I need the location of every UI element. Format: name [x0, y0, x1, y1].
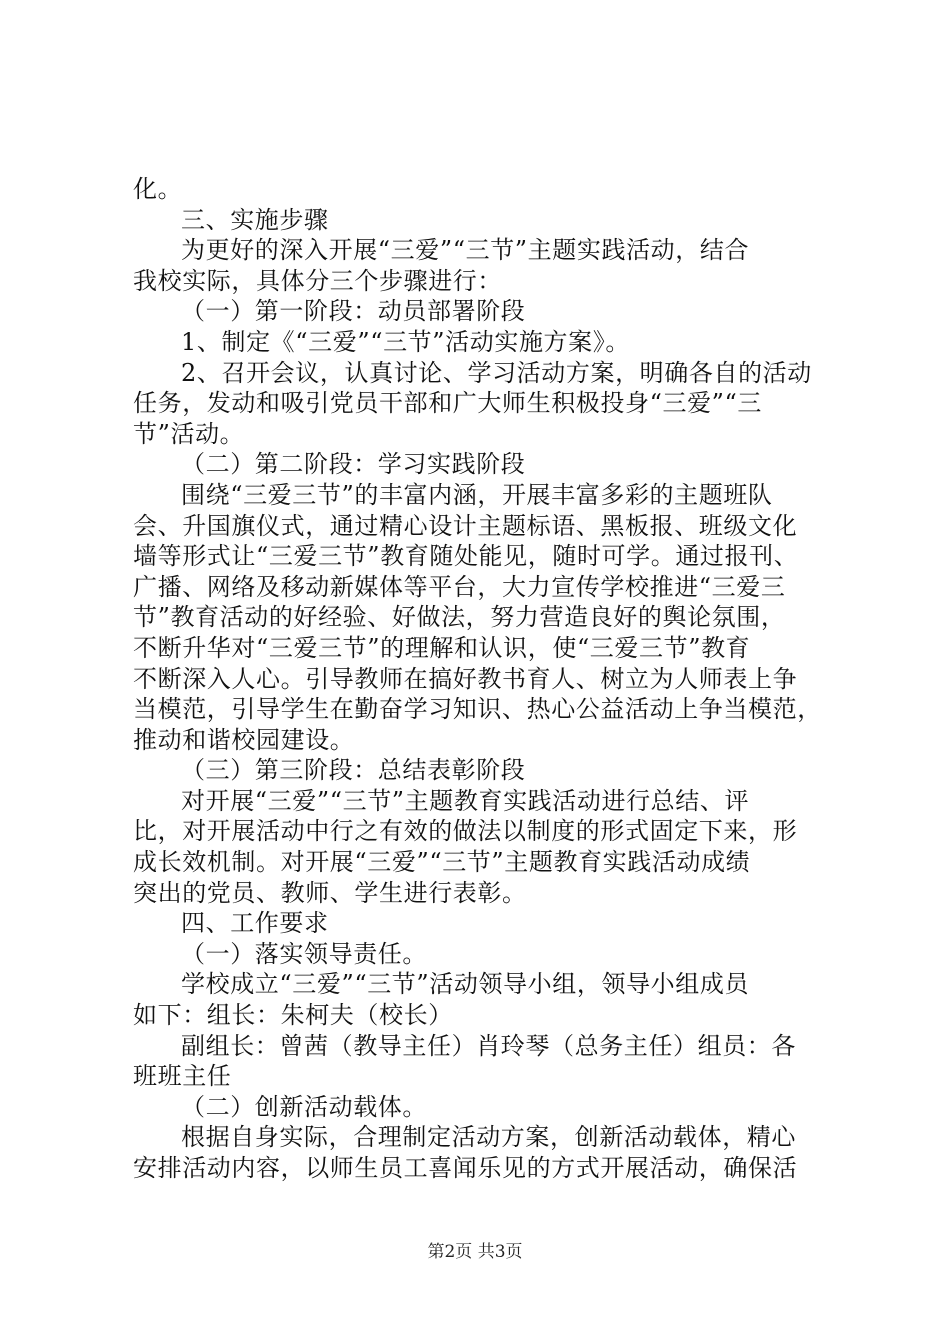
text-line: 安排活动内容，以师生员工喜闻乐见的方式开展活动，确保活	[133, 1154, 798, 1182]
text-line: （三）第三阶段：总结表彰阶段	[181, 756, 526, 785]
text-line: 任务，发动和吸引党员干部和广大师生积极投身“三爱”“三	[133, 389, 763, 418]
text-line: （一）第一阶段：动员部署阶段	[181, 297, 526, 326]
text-line: 不断深入人心。引导教师在搞好教书育人、树立为人师表上争	[133, 664, 798, 693]
text-line: 突出的党员、教师、学生进行表彰。	[133, 878, 527, 907]
document-body	[133, 174, 833, 1184]
text-line: 三、实施步骤	[181, 205, 329, 234]
text-line: 学校成立“三爱”“三节”活动领导小组，领导小组成员	[181, 970, 750, 999]
text-line: 成长效机制。对开展“三爱”“三节”主题教育实践活动成绩	[133, 848, 751, 877]
text-line: 广播、网络及移动新媒体等平台，大力宣传学校推进“三爱三	[133, 572, 786, 601]
text-line: 节”活动。	[133, 419, 245, 448]
text-line: 当模范，引导学生在勤奋学习知识、热心公益活动上争当模范，	[133, 695, 822, 724]
text-line: 如下：组长：朱柯夫（校长）	[133, 1001, 453, 1030]
text-line: 节”教育活动的好经验、好做法，努力营造良好的舆论氛围，	[133, 603, 786, 632]
text-line: （二）创新活动载体。	[181, 1092, 427, 1121]
text-line: 会、升国旗仪式，通过精心设计主题标语、黑板报、班级文化	[133, 511, 798, 540]
text-line: 围绕“三爱三节”的丰富内涵，开展丰富多彩的主题班队	[181, 480, 773, 509]
text-line: 不断升华对“三爱三节”的理解和认识，使“三爱三节”教育	[133, 633, 751, 662]
text-line: 副组长：曾茜（教导主任）肖玲琴（总务主任）组员：各	[181, 1031, 796, 1060]
page-footer: 第2页 共3页	[427, 1242, 523, 1262]
text-line: 四、工作要求	[181, 909, 329, 938]
text-line: 2、召开会议，认真讨论、学习活动方案，明确各自的活动	[181, 358, 812, 387]
text-line: 墙等形式让“三爱三节”教育随处能见，随时可学。通过报刊、	[133, 542, 799, 571]
text-line: 比，对开展活动中行之有效的做法以制度的形式固定下来，形	[133, 817, 798, 846]
text-line: 根据自身实际，合理制定活动方案，创新活动载体，精心	[181, 1123, 796, 1152]
text-line: 班班主任	[133, 1062, 232, 1091]
text-line: 为更好的深入开展“三爱”“三节”主题实践活动，结合	[181, 236, 750, 265]
text-line: （一）落实领导责任。	[181, 939, 427, 968]
text-line: 我校实际，具体分三个步骤进行：	[133, 266, 502, 295]
text-line: 对开展“三爱”“三节”主题教育实践活动进行总结、评	[181, 786, 750, 815]
text-line: 推动和谐校园建设。	[133, 725, 355, 754]
text-line: （二）第二阶段：学习实践阶段	[181, 450, 526, 479]
text-line: 1、制定《“三爱”“三节”活动实施方案》。	[181, 327, 630, 356]
text-line: 化。	[133, 175, 183, 203]
